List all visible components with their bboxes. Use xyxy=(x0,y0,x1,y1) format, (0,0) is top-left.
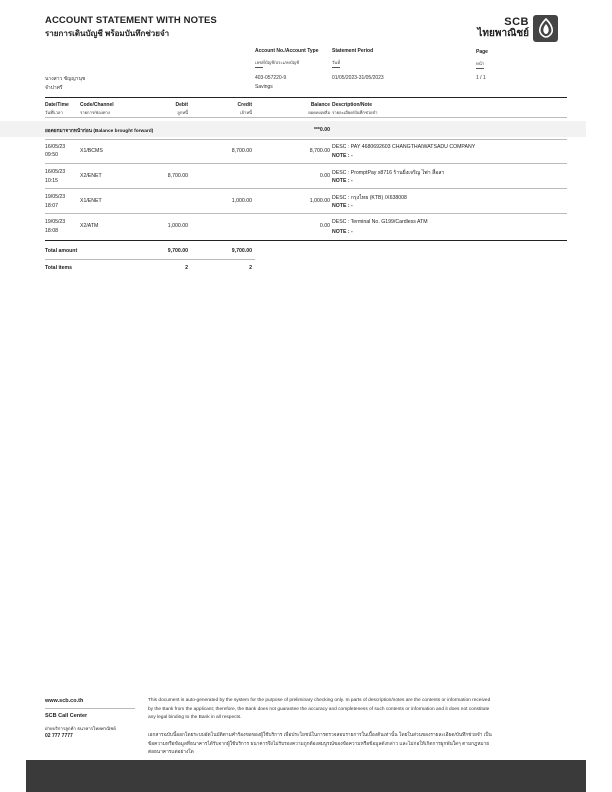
footer-bar xyxy=(26,760,586,792)
row3-balance: 1,000.00 xyxy=(309,198,330,204)
disclaimer-th-line2: ข้อความหรือข้อมูลที่ธนาคารได้รับจากผู้ใช้บริการ ธนาคารจึงไม่รับรองความถูกต้องสมบูรณ์ของข้อความหรือข้อมูลดังกล่าว และไม่ก่อให้เกิดการผูกพันใดๆ ตามกฎหมาย xyxy=(148,741,490,747)
disclaimer-en-line3: any legal binding to the Bank in all respects. xyxy=(148,715,242,720)
page-label: Page xyxy=(476,49,488,55)
col-debit-th: ลูกหนี้ xyxy=(177,110,188,115)
col-description: Description/Note xyxy=(332,102,373,108)
col-description-th: รายละเอียด/บันทึกช่วยจำ xyxy=(332,110,378,115)
row3-code: X1/ENET xyxy=(80,198,102,204)
footer-phone: 02 777 7777 xyxy=(45,733,73,739)
account-holder-surname: จำปาศรี xyxy=(45,85,63,91)
row4-balance: 0.00 xyxy=(319,223,330,229)
row2-desc: DESC : PromptPay x8716 ร้านยิ่งเจริญ ไพ่า สื่อสา xyxy=(332,170,445,176)
disclaimer-th-line3: ต่อธนาคารแต่อย่างใด xyxy=(148,750,194,755)
divider xyxy=(476,68,484,69)
divider xyxy=(45,139,567,140)
statement-title-en: ACCOUNT STATEMENT WITH NOTES xyxy=(45,15,217,26)
account-no-label: Account No./Account Type xyxy=(255,48,319,54)
logo-brand: SCB xyxy=(504,15,529,28)
col-balance: Balance xyxy=(310,102,330,108)
account-no-label-th: เลขที่บัญชี/ประเภทบัญชี xyxy=(255,60,300,65)
row2-date: 16/05/23 xyxy=(45,169,66,175)
divider xyxy=(45,259,255,260)
divider xyxy=(332,67,340,68)
total-amount-label: Total amount xyxy=(45,248,78,254)
table-bottom-rule xyxy=(45,240,567,241)
row3-credit: 1,000.00 xyxy=(231,198,252,204)
row2-note: NOTE : - xyxy=(332,178,353,184)
disclaimer-th-line1: เอกสารฉบับนี้ออกโดยระบบอัตโนมัติตามคำร้องขอของผู้ใช้บริการ เพื่อประโยชน์ในการตรวจสอบรายการในเบื้องต้นเท่านั้น โดยในส่วนของรายละเอียด/บันทึกช่วยจำ เป็น xyxy=(148,733,492,738)
page-number: 1 / 1 xyxy=(476,75,486,81)
balance-forward-label: ยอดยกมาจากหน้าก่อน (Balance brought forward) xyxy=(45,129,154,134)
row4-time: 18:08 xyxy=(45,228,58,234)
divider xyxy=(45,163,567,164)
col-code-th: รายการ/ช่องทาง xyxy=(80,110,110,115)
disclaimer-th xyxy=(148,732,566,758)
row3-date: 19/05/23 xyxy=(45,194,66,200)
row1-balance: 8,700.00 xyxy=(309,148,330,154)
page-label-th: หน้า xyxy=(476,61,485,66)
disclaimer-en xyxy=(148,697,566,723)
col-debit: Debit xyxy=(175,102,188,108)
col-date: Date/Time xyxy=(45,102,69,108)
statement-title-th: รายการเดินบัญชี พร้อมบันทึกช่วยจำ xyxy=(45,29,170,38)
footer-service-th: ฝ่ายบริการลูกค้า ธนาคารไทยพาณิชย์ xyxy=(45,726,116,731)
total-credit-items: 2 xyxy=(249,265,252,271)
row2-balance: 0.00 xyxy=(319,173,330,179)
total-items-label: Total items xyxy=(45,265,72,271)
row4-date: 19/05/23 xyxy=(45,219,66,225)
total-credit: 9,700.00 xyxy=(231,248,252,254)
footer-website: www.scb.co.th xyxy=(45,698,84,704)
col-balance-th: ยอดคงเหลือ xyxy=(308,110,330,115)
divider xyxy=(255,67,263,68)
row3-desc: DESC : กรุงไทย (KTB) /X638008 xyxy=(332,195,407,201)
col-credit-th: เจ้าหนี้ xyxy=(240,110,252,115)
account-number: 403-057220-9 xyxy=(255,75,287,81)
row4-note: NOTE : - xyxy=(332,229,353,235)
row3-note: NOTE : - xyxy=(332,203,353,209)
row3-time: 18:07 xyxy=(45,203,58,209)
divider xyxy=(45,708,135,709)
row4-code: X2/ATM xyxy=(80,223,99,229)
disclaimer-en-line2: by the Bank from the applicant; therefore, the Bank does not guarantee the accuracy and completeness of such contents or information and it does not constitute xyxy=(148,706,490,712)
logo-brand-th: ไทยพาณิชย์ xyxy=(477,27,529,39)
row1-time: 09:50 xyxy=(45,152,58,158)
row4-desc: DESC : Terminal No. G199/Cardless ATM xyxy=(332,219,428,225)
table-top-rule xyxy=(45,97,567,98)
balance-forward-value: ***0.00 xyxy=(313,127,330,133)
row1-credit: 8,700.00 xyxy=(231,148,252,154)
statement-period-label-th: วันที่ xyxy=(332,60,341,65)
divider xyxy=(45,117,567,118)
footer-callcenter: SCB Call Center xyxy=(45,713,88,719)
divider xyxy=(45,213,567,214)
col-credit: Credit xyxy=(237,102,252,108)
divider xyxy=(45,188,567,189)
scb-emblem-icon xyxy=(533,15,558,42)
account-type: Savings xyxy=(255,84,273,90)
total-debit: 9,700.00 xyxy=(167,248,188,254)
row2-code: X2/ENET xyxy=(80,173,102,179)
statement-period: 01/05/2023-31/05/2023 xyxy=(332,75,384,81)
disclaimer-en-line1: This document is auto-generated by the system for the purpose of preliminary checking only. In parts of description/notes are the contents or information received xyxy=(148,698,491,703)
statement-period-label: Statement Period xyxy=(332,48,374,54)
row1-note: NOTE : - xyxy=(332,153,353,159)
row1-code: X1/BCMS xyxy=(80,148,103,154)
row1-date: 16/05/23 xyxy=(45,144,66,150)
bank-logo xyxy=(477,13,558,43)
col-date-th: วันที่/เวลา xyxy=(45,110,63,115)
row1-desc: DESC : PAY 4680692603 CHANGTHAIWATSADU COMPANY xyxy=(332,144,476,150)
row2-time: 10:15 xyxy=(45,178,58,184)
row2-debit: 8,700.00 xyxy=(167,173,188,179)
total-debit-items: 2 xyxy=(185,265,188,271)
account-holder-name: นางสาว ชัญญานุช xyxy=(45,76,86,82)
col-code: Code/Channel xyxy=(80,102,114,108)
row4-debit: 1,000.00 xyxy=(167,223,188,229)
